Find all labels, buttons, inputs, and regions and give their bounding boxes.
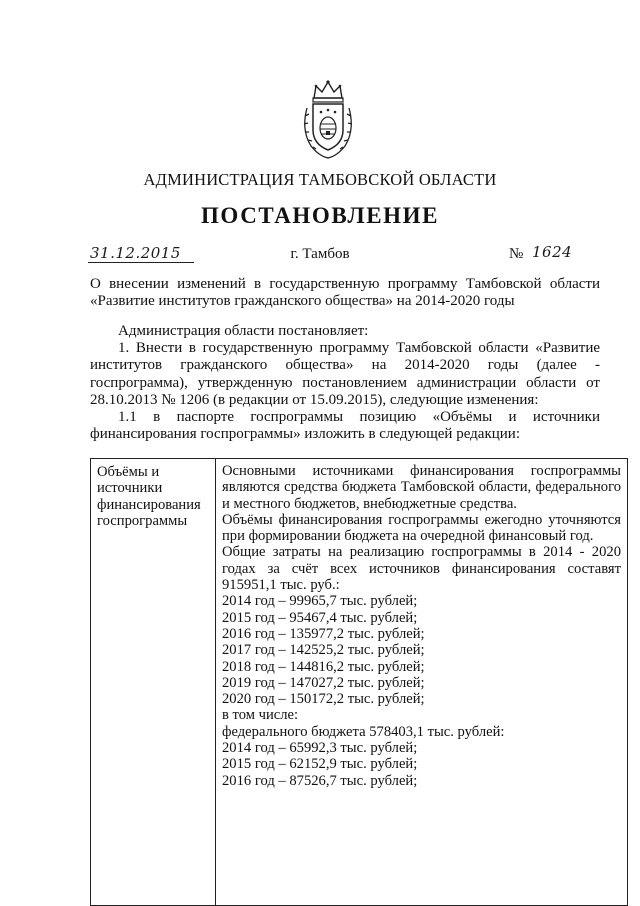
total-year-line: 2018 год – 144816,2 тыс. рублей; [222, 658, 425, 675]
total-year-line: 2015 год – 95467,4 тыс. рублей; [222, 609, 418, 626]
federal-budget-line: федерального бюджета 578403,1 тыс. рублей: [222, 723, 505, 740]
total-costs-paragraph: Общие затраты на реализацию госпрограммы в 2014 - 2020 годах за счёт всех источников финансирования составят 915951,1 тыс. руб.: [222, 544, 621, 594]
item-1-paragraph: 1. Внести в государственную программу Тамбовской области «Развитие институтов гражданского общества» на 2014-2020 годы (далее - госпрограмма), утвержденную постановлением администрации области от 28.10.2013 № 1206 (в редакции от 15.09.2015), следующие изменения: [90, 340, 600, 408]
document-body [90, 323, 600, 443]
number-label: № [509, 246, 524, 262]
financing-sources-paragraph: Основными источниками финансирования госпрограммы являются средства бюджета Тамбовской области, федерального и местного бюджетов, внебюджетные средства. [222, 463, 621, 512]
total-year-line: 2020 год – 150172,2 тыс. рублей; [222, 691, 425, 708]
federal-year-line: 2016 год – 87526,7 тыс. рублей; [222, 772, 418, 789]
coat-of-arms-icon [297, 78, 359, 160]
in-total-label: в том числе: [222, 707, 299, 724]
total-year-line: 2017 год – 142525,2 тыс. рублей; [222, 642, 425, 659]
total-year-line: 2014 год – 99965,7 тыс. рублей; [222, 593, 418, 610]
item-1-1-paragraph: 1.1 в паспорте госпрограммы позицию «Объёмы и источники финансирования госпрограммы» изложить в следующей редакции: [90, 409, 600, 443]
total-year-line: 2019 год – 147027,2 тыс. рублей; [222, 674, 425, 691]
table-row [91, 459, 628, 906]
total-year-line: 2016 год – 135977,2 тыс. рублей; [222, 625, 425, 642]
financing-volumes-paragraph: Объёмы финансирования госпрограммы ежегодно уточняются при формировании бюджета на очередной финансовый год. [222, 511, 621, 545]
federal-year-line: 2015 год – 62152,9 тыс. рублей; [222, 756, 418, 773]
handwritten-date: 31.12.2015 [90, 244, 181, 262]
intro-paragraph: Администрация области постановляет: [118, 323, 369, 339]
document-type-heading: ПОСТАНОВЛЕНИЕ [200, 203, 440, 228]
city-label: г. Тамбов [290, 246, 350, 262]
table-right-cell [216, 459, 628, 906]
financing-table [90, 458, 628, 906]
table-left-cell: Объёмы и источники финансирования госпрограммы [91, 459, 216, 906]
organization-title: АДМИНИСТРАЦИЯ ТАМБОВСКОЙ ОБЛАСТИ [143, 170, 497, 189]
document-subject: О внесении изменений в государственную программу Тамбовской области «Развитие институтов гражданского общества» на 2014-2020 годы [90, 276, 600, 309]
handwritten-number: 1624 [532, 243, 573, 261]
federal-year-line: 2014 год – 65992,3 тыс. рублей; [222, 740, 418, 757]
